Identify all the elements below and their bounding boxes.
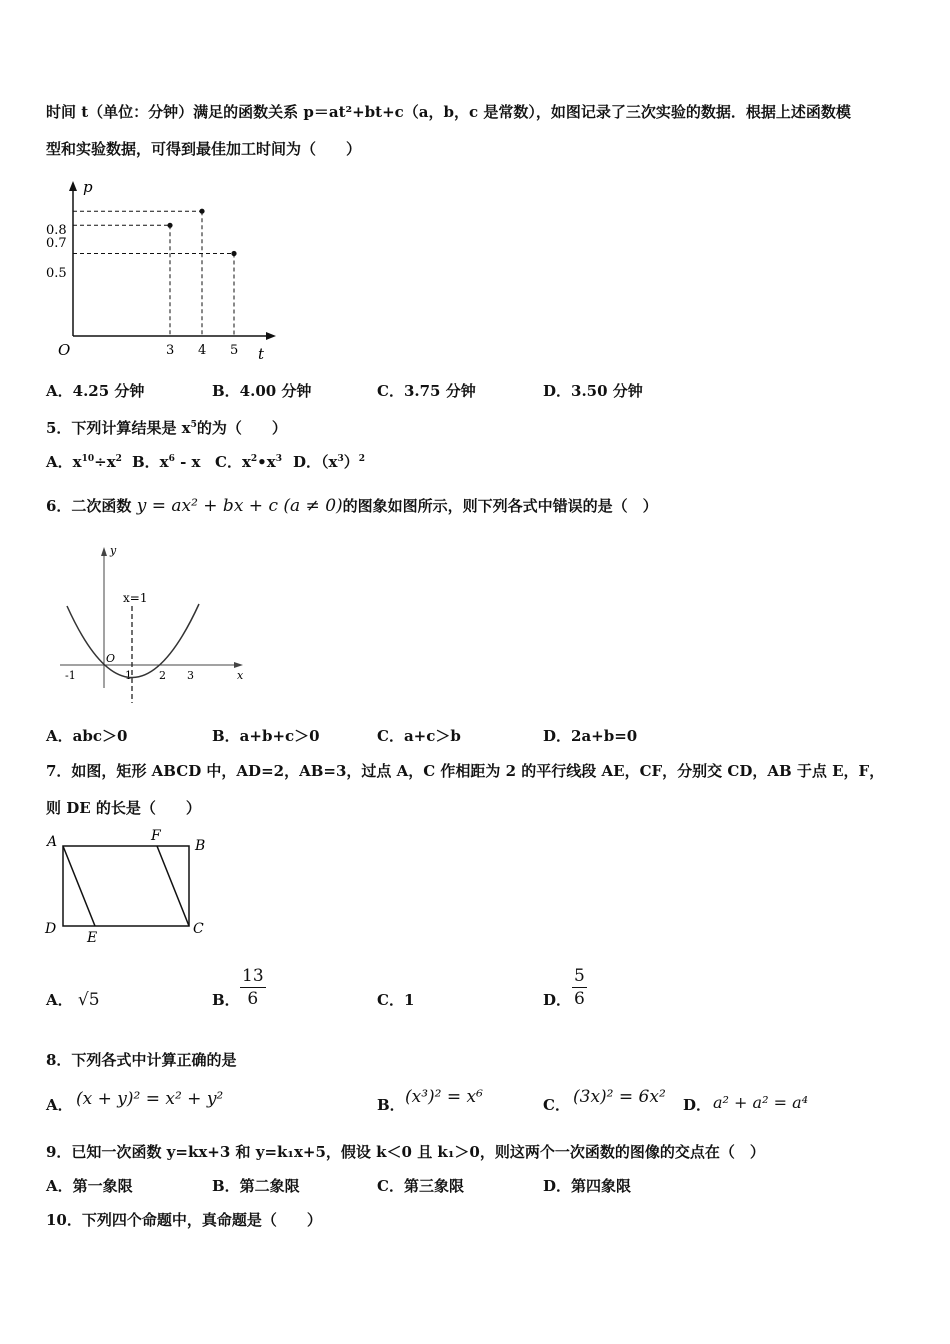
- q6-option-d: D．2a+b=0: [543, 727, 638, 745]
- data-point: [167, 223, 172, 228]
- q7-option-d-fraction: $\frac{5}{6}$: [574, 966, 585, 1009]
- y-axis-arrow: [101, 547, 107, 556]
- parabola-curve: [67, 604, 199, 678]
- y-tick-label: 0.7: [46, 236, 67, 251]
- q8-option-a-formula: (x + y)² = x² + y²: [76, 1089, 224, 1109]
- q8-option-c-formula: (3x)² = 6x²: [573, 1087, 666, 1107]
- q6-option-c: C．a+c＞b: [377, 727, 461, 745]
- q5-option-b: B．$x^6$ - x: [132, 453, 201, 471]
- q6-option-b: B．a+b+c＞0: [212, 727, 320, 745]
- q7-stem-line-1: 7．如图，矩形 ABCD 中，AD=2，AB=3，过点 A，C 作相距为 2 的平行线段 AE，CF，分别交 CD，AB 于点 E，F，: [46, 762, 885, 780]
- q5-option-c: C．$x^2•x^3$: [215, 453, 282, 471]
- q8-option-c-label: C．: [543, 1096, 570, 1114]
- symmetry-label: x=1: [123, 591, 148, 605]
- y-tick-label: 0.5: [46, 266, 67, 281]
- q8-option-b-formula: (x³)² = x⁶: [405, 1087, 483, 1107]
- y-axis-label: y: [110, 544, 117, 557]
- data-point: [199, 209, 204, 214]
- q7-option-b: B．: [212, 991, 240, 1009]
- q8-option-b-label: B．: [377, 1096, 405, 1114]
- q9-option-c: C．第三象限: [377, 1177, 464, 1195]
- q10-stem: 10．下列四个命题中，真命题是（ ）: [46, 1211, 322, 1229]
- q9-option-a: A．第一象限: [46, 1177, 133, 1195]
- origin-label: O: [106, 652, 116, 665]
- q7-option-d: D．: [543, 991, 572, 1009]
- q5-stem: 5．下列计算结果是 $x^5$的为（ ）: [46, 419, 287, 437]
- x-axis-label: x: [237, 669, 244, 682]
- y-axis-label: p: [83, 178, 93, 196]
- q8-option-d-label: D．: [683, 1096, 712, 1114]
- segment-ae: [63, 846, 95, 926]
- y-tick-label: 0.8: [46, 223, 67, 238]
- point-label-a: A: [47, 834, 58, 850]
- q4-option-b: B．4.00 分钟: [212, 382, 312, 400]
- q9-option-b: B．第二象限: [212, 1177, 300, 1195]
- x-tick-label: 3: [187, 669, 194, 682]
- parabola-figure: [55, 538, 250, 713]
- rectangle-abcd: [63, 846, 189, 926]
- q7-option-b-fraction: $\frac{13}{6}$: [242, 966, 264, 1009]
- origin-label: O: [58, 341, 71, 359]
- y-axis-arrow: [69, 181, 77, 191]
- q9-stem: 9．已知一次函数 y=kx+3 和 y=k₁x+5，假设 k＜0 且 k₁＞0，则这两个一次函数的图像的交点在（ ）: [46, 1143, 765, 1161]
- x-axis-arrow: [234, 662, 243, 668]
- q4-option-d: D．3.50 分钟: [543, 382, 643, 400]
- q4-option-a: A．4.25 分钟: [46, 382, 145, 400]
- x-axis-label: t: [258, 345, 265, 363]
- x-tick-label: 5: [230, 343, 239, 358]
- q7-stem-line-2: 则 DE 的长是（ ）: [46, 799, 201, 817]
- intro-line-1: 时间 t（单位：分钟）满足的函数关系 p＝at²+bt+c（a，b，c 是常数），如图记录了三次实验的数据．根据上述函数模: [46, 103, 851, 121]
- q4-option-c: C．3.75 分钟: [377, 382, 476, 400]
- x-tick-label: 1: [125, 669, 132, 682]
- x-tick-label: 2: [159, 669, 166, 682]
- point-label-b: B: [195, 838, 206, 854]
- point-label-d: D: [45, 921, 57, 937]
- segment-cf: [157, 846, 189, 926]
- x-axis-arrow: [266, 332, 276, 340]
- x-tick-label: -1: [65, 669, 76, 682]
- q7-option-a: A． √5: [46, 990, 100, 1010]
- point-label-f: F: [151, 828, 161, 844]
- data-point: [231, 251, 236, 256]
- point-label-c: C: [193, 921, 204, 937]
- q8-stem: 8．下列各式中计算正确的是: [46, 1051, 237, 1069]
- intro-line-2: 型和实验数据，可得到最佳加工时间为（ ）: [46, 140, 362, 158]
- q6-option-a: A．abc＞0: [46, 727, 128, 745]
- x-tick-label: 3: [166, 343, 175, 358]
- q5-option-d: D．$(x^3)^2$: [293, 453, 365, 471]
- q7-option-c: C．1: [377, 991, 415, 1009]
- q5-option-a: A．$x^{10}\div x^2$: [46, 453, 122, 471]
- q8-option-a-label: A．: [46, 1096, 73, 1114]
- q6-stem: 6．二次函数 y = ax² + bx + c (a ≠ 0)的图象如图所示，则下列各式中错误的是（ ）: [46, 496, 658, 516]
- point-label-e: E: [87, 930, 98, 944]
- rectangle-figure: [42, 826, 212, 944]
- scatter-figure: [40, 175, 290, 370]
- q9-option-d: D．第四象限: [543, 1177, 632, 1195]
- x-tick-label: 4: [198, 343, 207, 358]
- q8-option-d-formula: a² + a² = a⁴: [713, 1093, 809, 1112]
